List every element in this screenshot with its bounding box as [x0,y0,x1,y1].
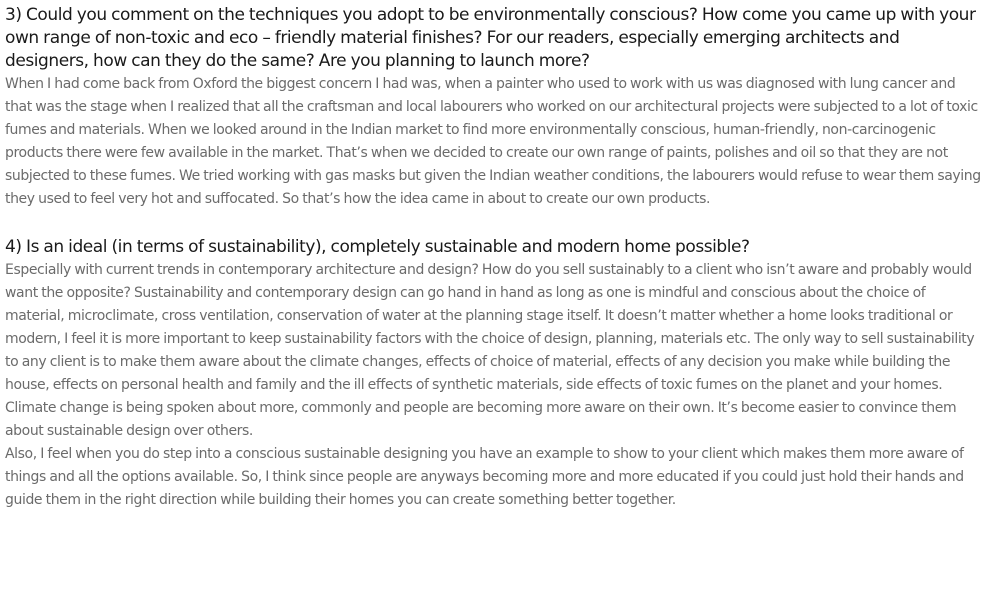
question-4-heading: 4) Is an ideal (in terms of sustainability), completely sustainable and modern home possible? [5,237,750,257]
section-4 [5,236,985,512]
answer-3-text: When I had come back from Oxford the biggest concern I had was, when a painter who used to work with us was diagnosed with lung cancer and that was the stage when I realized that all the craftsman and local labourers who worked on our architectural projects were subjected to a lot of toxic fumes and materials. When we looked around in the Indian market to find more environmentally conscious, human-friendly, non-carcinogenic products there were few available in the market. That’s when we decided to create our own range of paints, polishes and oil so that they are not subjected to these fumes. We tried working with gas masks but given the Indian weather conditions, the labourers would refuse to wear them saying they used to feel very hot and suffocated. So that’s how the idea came in about to create our own products. [5,76,981,207]
section-divider-space [5,211,985,236]
answer-4-paragraph-2: Also, I feel when you do step into a conscious sustainable designing you have an example to show to your client which makes them more aware of things and all the options available. So, I think since people are anyways becoming more and more educated if you could just hold their hands and guide them in the right direction while building their homes you can create something better together. [5,446,964,508]
section-3 [5,4,985,211]
question-3-heading: 3) Could you comment on the techniques you adopt to be environmentally conscious? How come you came up with your own range of non-toxic and eco – friendly material finishes? For our readers, especially emerging architects and designers, how can they do the same? Are you planning to launch more? [5,5,976,71]
interview-article [5,4,985,512]
answer-4-paragraph-1: Especially with current trends in contemporary architecture and design? How do you sell sustainably to a client who isn’t aware and probably would want the opposite? Sustainability and contemporary design can go hand in hand as long as one is mindful and conscious about the choice of material, microclimate, cross ventilation, conservation of water at the planning stage itself. It doesn’t matter whether a home looks traditional or modern, I feel it is more important to keep sustainability factors with the choice of design, planning, materials etc. The only way to sell sustainability to any client is to make them aware about the climate changes, effects of choice of material, effects of any decision you make while building the house, effects on personal health and family and the ill effects of synthetic materials, side effects of toxic fumes on the planet and your homes. Climate change is being spoken about more, commonly and people are becoming more aware on their own. It’s become easier to convince them about sustainable design over others. [5,262,975,439]
